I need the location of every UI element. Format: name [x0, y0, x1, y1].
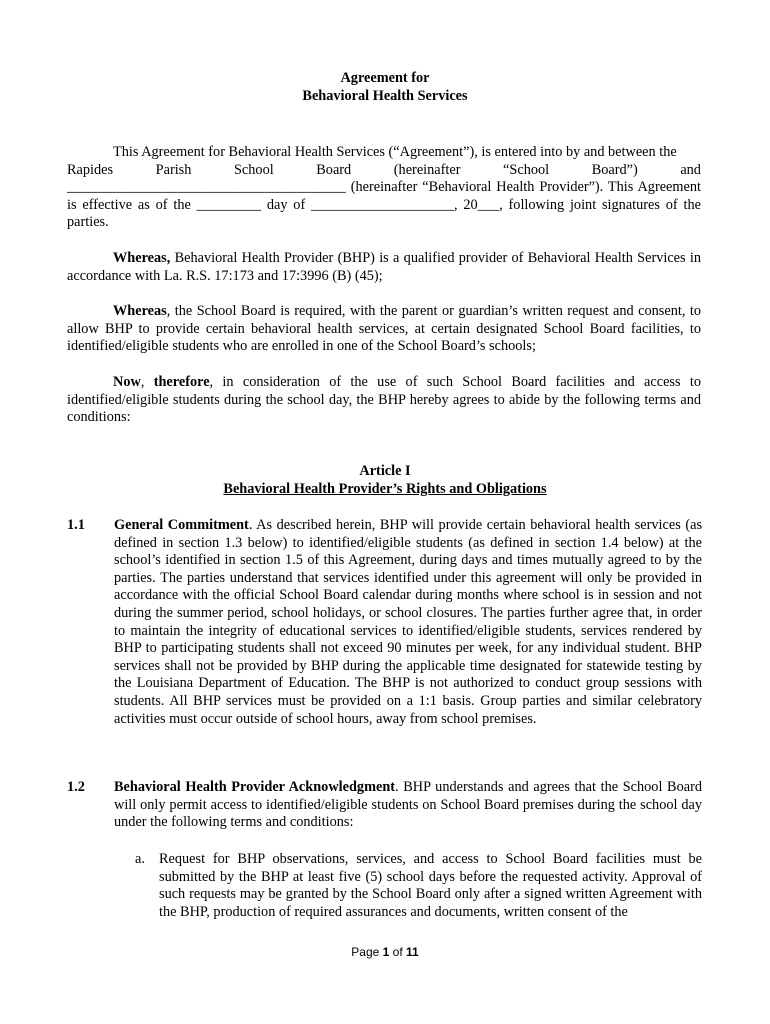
page-of: of — [389, 945, 407, 959]
whereas-paragraph-2 — [67, 303, 701, 356]
title-line-2: Behavioral Health Services — [302, 87, 468, 104]
intro-word: “School — [503, 161, 550, 178]
section-text: . BHP understands and agrees that the School Board will only permit access to identified/eligible students on School Board premises during the school day under the following terms and conditions: — [114, 779, 702, 831]
intro-word: Board — [316, 161, 352, 178]
intro-line-4: is effective as of the _________ day of ____________________, 20___, following joint signatures of the — [67, 196, 701, 213]
section-title: General Commitment — [114, 517, 249, 533]
intro-word: Parish — [155, 161, 192, 178]
whereas-lead: Whereas, — [113, 250, 171, 266]
document-title — [0, 70, 770, 105]
article-subheading — [0, 481, 770, 499]
whereas-lead: Whereas — [113, 303, 167, 319]
item-a-text: Request for BHP observations, services, and access to School Board facilities must be submitted by the BHP at least five (5) school days before the requested activity. Approval of such requests may be granted by the School Board only after a signed written Agreement with the BHP, production of required assurances and documents, written consent of the — [159, 851, 702, 920]
intro-line-5: parties. — [67, 214, 109, 231]
section-number: 1.2 — [67, 779, 85, 795]
now-separator: , — [140, 374, 154, 390]
intro-line-2 — [67, 162, 701, 180]
intro-word: and — [680, 161, 701, 178]
article-heading: Article I — [359, 463, 411, 479]
section-number: 1.1 — [67, 517, 85, 533]
intro-word: Rapides — [67, 161, 114, 178]
whereas-paragraph-1 — [67, 250, 701, 285]
page-footer — [0, 944, 770, 962]
now-lead: Now — [113, 374, 141, 390]
intro-word: School — [233, 161, 274, 178]
section-1-2-body — [114, 779, 702, 832]
page-current: 1 — [382, 945, 390, 959]
section-1-1-body — [114, 517, 702, 728]
now-therefore-paragraph — [67, 374, 701, 427]
therefore-lead: therefore — [153, 374, 210, 390]
whereas-text: Behavioral Health Provider (BHP) is a qualified provider of Behavioral Health Services in accordance with La. R.S. 17:173 and 17:3996 (B) (45); — [67, 250, 701, 284]
intro-word: Board”) — [591, 161, 638, 178]
page-total: 11 — [406, 945, 419, 959]
section-text: . As described herein, BHP will provide certain behavioral health services (as defined in section 1.3 below) to identified/eligible students (as defined in section 1.4 below) at the school’s identified in section 1.5 of this Agreement, during days and times mutually agreed to by the parties. The parties understand that services identified under this agreement will only be provided in accordance with the official School Board calendar during months where school is in session and not during the summer period, school holidays, or school closures. The parties further agree that, in order to maintain the integrity of educational services to identified/eligible students, services rendered by BHP to participating students shall not exceed 90 minutes per week, for any individual student. BHP services shall not be provided by BHP during the applicable time designated for statewide testing by the Louisiana Department of Education. The BHP is not authorized to conduct group sessions with students. All BHP services must be provided on a 1:1 basis. Group parties and similar celebratory activities must occur outside of school hours, away from school premises. — [114, 517, 703, 727]
item-letter: a. — [135, 851, 145, 867]
now-therefore-text: , in consideration of the use of such School Board facilities and access to identified/eligible students during the school day, the BHP hereby agrees to abide by the following terms and conditions: — [67, 374, 701, 426]
title-line-1: Agreement for — [340, 70, 430, 86]
article-subheading-text: Behavioral Health Provider’s Rights and Obligations — [223, 480, 547, 497]
section-title: Behavioral Health Provider Acknowledgment — [114, 779, 396, 795]
whereas-text: , the School Board is required, with the parent or guardian’s written request and consent, to allow BHP to provide certain behavioral health services, at certain designated School Board facilities, to identified/eligible students who are enrolled in one of the School Board’s schools; — [67, 303, 701, 355]
intro-line-1: This Agreement for Behavioral Health Services (“Agreement”), is entered into by and between the — [113, 144, 677, 160]
page-prefix: Page — [351, 945, 383, 959]
intro-word: (hereinafter — [393, 161, 461, 178]
article-heading-block — [0, 463, 770, 498]
intro-line-3: _______________________________________ (hereinafter “Behavioral Health Provider”). This Agreement — [67, 179, 701, 196]
